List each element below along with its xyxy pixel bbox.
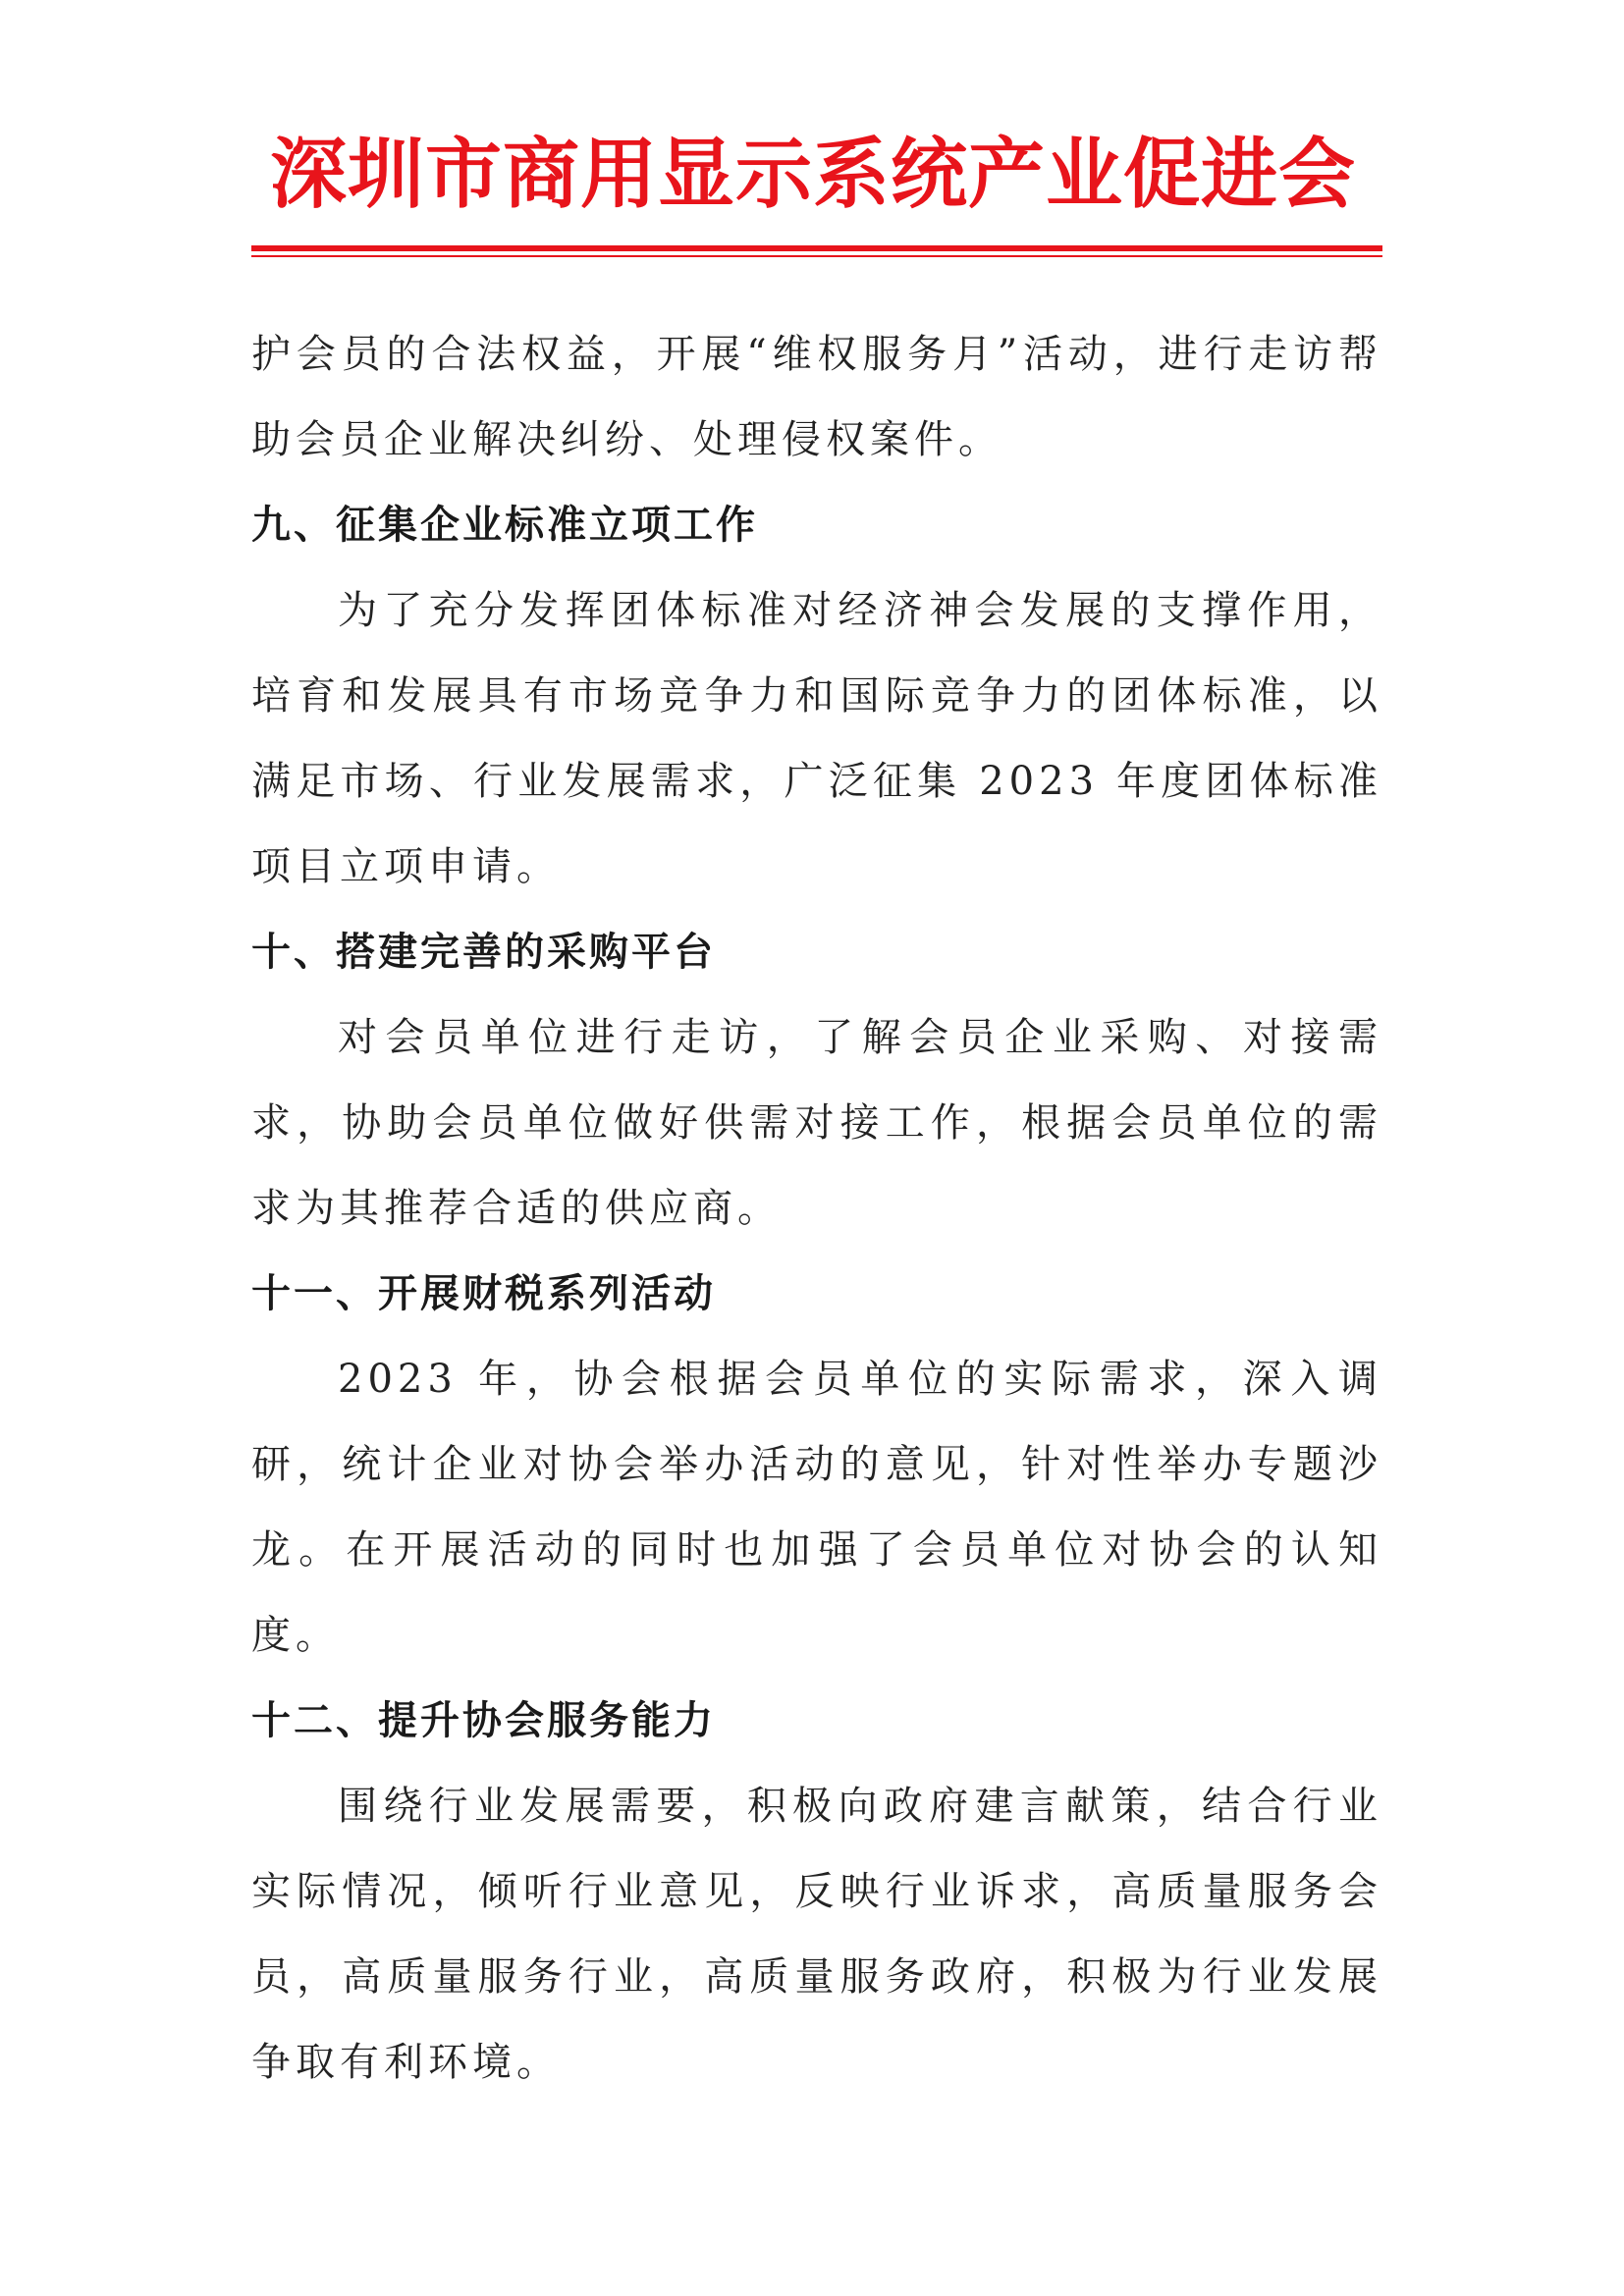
section-paragraph-11: 2023 年，协会根据会员单位的实际需求，深入调研，统计企业对协会举办活动的意见，针对性举办专题沙龙。在开展活动的同时也加强了会员单位对协会的认知度。 [251, 1357, 1382, 1658]
section-paragraph-9: 为了充分发挥团体标准对经济神会发展的支撑作用，培育和发展具有市场竞争力和国际竞争力的团体标准，以满足市场、行业发展需求，广泛征集 2023 年度团体标准项目立项申请。 [251, 588, 1382, 889]
document-body [251, 312, 1382, 2106]
section-paragraph-10: 对会员单位进行走访，了解会员企业采购、对接需求，协助会员单位做好供需对接工作，根据会员单位的需求为其推荐合适的供应商。 [251, 1015, 1382, 1231]
section-heading-12: 十二、提升协会服务能力 [251, 1698, 716, 1743]
section-heading-11: 十一、开展财税系列活动 [251, 1271, 716, 1316]
section-heading-10: 十、搭建完善的采购平台 [251, 930, 716, 975]
section-heading-9: 九、征集企业标准立项工作 [251, 503, 758, 548]
letterhead-title: 深圳市商用显示系统产业促进会 [269, 131, 1356, 219]
letterhead-rule-thin [251, 255, 1382, 257]
continued-paragraph: 护会员的合法权益，开展“维权服务月”活动，进行走访帮助会员企业解决纠纷、处理侵权案件。 [251, 332, 1382, 462]
section-paragraph-12: 围绕行业发展需要，积极向政府建言献策，结合行业实际情况，倾听行业意见，反映行业诉求，高质量服务会员，高质量服务行业，高质量服务政府，积极为行业发展争取有利环境。 [251, 1784, 1382, 2085]
letterhead-rule-thick [251, 245, 1382, 251]
